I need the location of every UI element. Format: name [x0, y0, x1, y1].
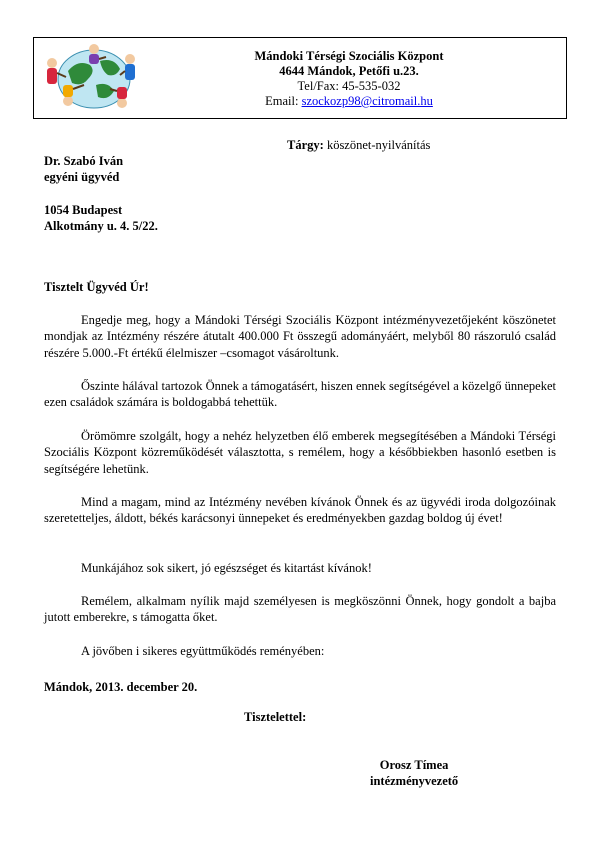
letterhead-box [33, 37, 567, 119]
subject-line [287, 138, 430, 153]
organization-email-line [154, 94, 544, 109]
signer-position: intézményvezető [370, 774, 459, 788]
body-paragraph-6: Remélem, alkalmam nyílik majd személyesen is megköszönni Önnek, hogy gondolt a bajba jutott emberekre, s támogatta őket. [44, 594, 556, 625]
email-label: Email: [265, 94, 302, 108]
greeting: Tisztelt Ügyvéd Úr! [44, 280, 149, 294]
body-paragraph-4: Mind a magam, mind az Intézmény nevében kívánok Önnek és az ügyvédi iroda dolgozóinak szeretetteljes, áldott, békés karácsonyi ünnepeket és eredményekben gazdag boldog új évet! [44, 495, 556, 526]
globe-with-people-icon [38, 41, 150, 113]
closing: Tisztelettel: [244, 710, 307, 724]
body-paragraph-7: A jövőben i sikeres együttműködés reményében: [81, 644, 325, 658]
organization-block [154, 49, 544, 109]
recipient-city: 1054 Budapest [44, 203, 123, 217]
recipient-street: Alkotmány u. 4. 5/22. [44, 219, 158, 233]
body-paragraph-1: Engedje meg, hogy a Mándoki Térségi Szociális Központ intézményvezetőjeként köszönetet mondjak az Intézmény részére átutalt 400.000 Ft összegű adományáért, melyből 80 rászoruló család részére 5.000.-Ft értékű élelmiszer –csomagot vásároltunk. [44, 313, 556, 360]
subject-text: köszönet-nyilvánítás [323, 138, 431, 152]
organization-telfax: Tel/Fax: 45-535-032 [297, 79, 401, 93]
recipient-name: Dr. Szabó Iván [44, 154, 124, 168]
body-paragraph-3: Örömömre szolgált, hogy a nehéz helyzetben élő emberek megsegítésében a Mándoki Térségi Szociális Központ közreműködését választotta, s remélem, hogy a későbbiekben hasonló esetben is segítségére lehetünk. [44, 429, 556, 476]
letter-date: Mándok, 2013. december 20. [44, 680, 198, 694]
body-paragraph-5: Munkájához sok sikert, jó egészséget és kitartást kívánok! [81, 561, 372, 575]
body-paragraph-2: Őszinte hálával tartozok Önnek a támogatásért, hiszen ennek segítségével a közelgő ünnepeket ezen családok számára is boldogabbá tehettük. [44, 379, 556, 410]
organization-name: Mándoki Térségi Szociális Központ [254, 49, 444, 63]
email-link[interactable]: szockozp98@citromail.hu [301, 94, 433, 108]
signature-block [370, 757, 458, 789]
subject-label: Tárgy: [287, 138, 324, 152]
recipient-title: egyéni ügyvéd [44, 170, 120, 184]
signer-name: Orosz Tímea [379, 758, 449, 772]
organization-address: 4644 Mándok, Petőfi u.23. [279, 64, 419, 78]
